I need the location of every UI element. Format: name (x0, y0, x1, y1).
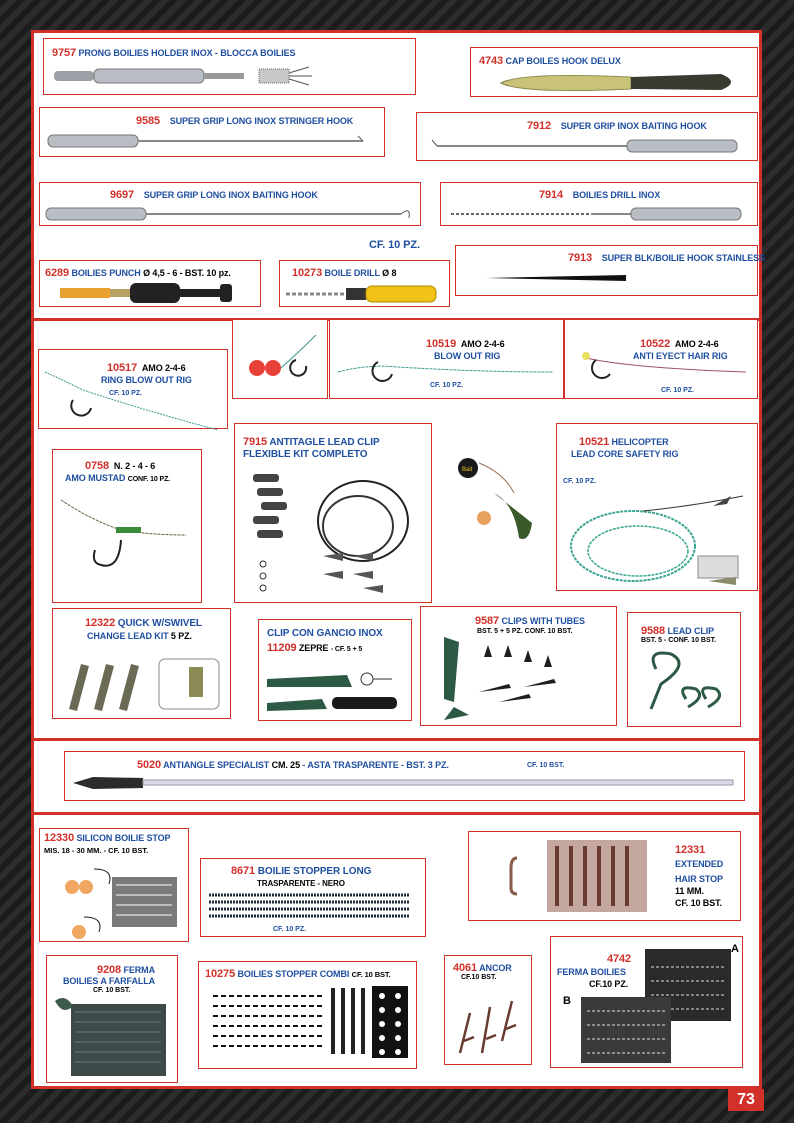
product-code: 9697 (110, 189, 135, 201)
pack-note: MIS. 18 - 30 MM. - CF. 10 BST. (44, 846, 149, 855)
pack-note: BST. 5 + 5 PZ. CONF. 10 BST. (477, 628, 573, 635)
pack-note: CF. 10 PZ. (661, 387, 695, 394)
stringer-hook-image (48, 132, 368, 150)
prong-holder-image (54, 65, 314, 89)
product-9697 (39, 182, 421, 226)
rig-photo (232, 319, 328, 399)
lead-clip-image (636, 649, 736, 719)
product-title-a: FERMA (123, 965, 155, 975)
product-code: 10521 (579, 436, 610, 448)
product-5020 (64, 751, 745, 801)
product-size: CM. 25 (271, 760, 300, 770)
pack-note: CONF. 10 PZ. (127, 476, 171, 483)
product-title-b: FLEXIBLE KIT COMPLETO (243, 449, 368, 460)
product-code: 9208 (97, 964, 122, 976)
product-10519 (329, 319, 564, 399)
product-code: 7914 (539, 189, 564, 201)
product-title: SUPER BLK/BOILIE HOOK STAINLESS (601, 253, 765, 263)
product-title-b: CHANGE LEAD KIT (87, 631, 169, 641)
product-12330 (39, 828, 189, 942)
product-7912 (416, 112, 758, 161)
long-baiting-hook-image (46, 205, 416, 223)
product-title: PRONG BOILIES HOLDER INOX - BLOCCA BOILIES (78, 48, 296, 58)
product-title: SUPER GRIP LONG INOX BAITING HOOK (143, 190, 318, 200)
pack-note: CF. 10 BST. (527, 762, 565, 769)
product-9757 (43, 38, 416, 95)
product-title-a: ANTITAGLE LEAD CLIP (269, 437, 380, 448)
product-title: SUPER GRIP INOX BAITING HOOK (560, 121, 707, 131)
product-title-a: CLIP CON GANCIO INOX (267, 628, 383, 639)
product-0758 (52, 449, 202, 603)
ancor-image (450, 983, 528, 1063)
product-6289 (39, 260, 261, 307)
section-divider (34, 738, 759, 741)
product-title-b: BLOW OUT RIG (434, 351, 501, 361)
product-extra: Ø 8 (382, 268, 397, 278)
product-code: 9585 (136, 115, 161, 127)
pack-note: CF. 10 BST. (93, 987, 131, 994)
product-code: 10517 (107, 362, 138, 374)
product-title-a: AMO 2-4-6 (141, 363, 186, 373)
stopper-long-image (209, 891, 419, 923)
product-title: BOILIE STOPPER LONG (257, 866, 372, 877)
product-9208 (46, 955, 178, 1083)
product-code: 4061 (453, 962, 478, 974)
product-7913 (455, 245, 765, 296)
boile-drill-image (286, 284, 446, 304)
product-title-b: RING BLOW OUT RIG (101, 375, 192, 385)
product-7915 (234, 423, 432, 603)
catalog-page (31, 30, 765, 1089)
product-code: 4742 (607, 953, 632, 965)
product-code: 7915 (243, 436, 268, 448)
product-12331 (468, 831, 741, 921)
ferma-boilies-image (575, 945, 735, 1065)
product-code: 11209 (267, 642, 297, 654)
product-10275 (198, 961, 417, 1069)
stopper-combi-image (207, 984, 412, 1062)
product-title-a: HELICOPTER (611, 437, 669, 447)
product-title-b: HAIR STOP (675, 874, 723, 884)
product-title-a: AMO 2-4-6 (674, 339, 719, 349)
product-title-b: ZEPRE (298, 643, 329, 653)
product-title-b: BOILIES A FARFALLA (63, 976, 156, 986)
product-title-b: LEAD CORE SAFETY RIG (571, 449, 679, 459)
product-code: 6289 (45, 267, 70, 279)
lead-kit-image (59, 649, 224, 714)
rig-photo-lead (454, 443, 550, 553)
product-title: ANTIANGLE SPECIALIST (163, 760, 270, 770)
product-code: 5020 (137, 759, 162, 771)
butterfly-stop-image (53, 996, 173, 1081)
product-10517 (38, 349, 228, 429)
product-title-b: ANTI EYECT HAIR RIG (633, 351, 728, 361)
rig-image (571, 348, 751, 388)
product-title: BOILIES STOPPER COMBI (237, 969, 350, 979)
svg-text:Bait: Bait (462, 467, 473, 473)
pack-note: CF. 10 BST. (675, 898, 722, 908)
boilies-drill-image (451, 205, 751, 223)
section-divider (34, 812, 759, 815)
pack-note: BST. 5 - CONF. 10 BST. (641, 637, 717, 644)
product-code: 10522 (640, 338, 671, 350)
product-9588 (627, 612, 741, 727)
clip-image (267, 665, 407, 715)
product-title: BOILE DRILL (324, 268, 380, 278)
product-10521 (556, 423, 758, 591)
product-title: SILICON BOILIE STOP (76, 833, 171, 843)
pack-note: CF. 10 PZ. (430, 382, 464, 389)
product-title: FERMA BOILIES (557, 967, 626, 977)
product-code: 12322 (85, 617, 116, 629)
product-code: 0758 (85, 460, 110, 472)
product-title: BOILIES PUNCH (71, 268, 141, 278)
pack-note: CF. 10 BST. (351, 970, 391, 979)
product-title: CLIPS WITH TUBES (501, 616, 585, 626)
product-code: 9587 (475, 615, 500, 627)
pack-note: 5 PZ. (170, 631, 192, 641)
rig-image (338, 342, 558, 382)
product-code: 4743 (479, 55, 504, 67)
product-7914 (440, 182, 758, 226)
product-9585 (39, 107, 385, 157)
rig-image (43, 370, 223, 420)
product-code: 8671 (231, 865, 256, 877)
clips-tubes-image (429, 637, 609, 722)
pack-note: CF. 10 PZ. (109, 390, 143, 397)
lead-rig-image (454, 443, 544, 543)
product-code: 7912 (527, 120, 552, 132)
product-code: 10273 (292, 267, 323, 279)
label-a: A (731, 943, 739, 955)
product-10273 (279, 260, 450, 307)
product-4061 (444, 955, 532, 1065)
baiting-hook-image (427, 137, 747, 155)
product-title-b: AMO MUSTAD (65, 473, 126, 483)
pack-note: CF.10 BST. (461, 974, 497, 981)
product-9587 (420, 606, 617, 726)
label-b: B (563, 995, 571, 1007)
pack-note: CF.10 PZ. (589, 979, 629, 989)
product-code: 9588 (641, 625, 666, 637)
product-11209 (258, 619, 412, 721)
product-title-a: AMO 2-4-6 (460, 339, 505, 349)
product-sub: TRASPARENTE - NERO (257, 879, 345, 888)
helicopter-rig-image (563, 476, 753, 586)
product-4742 (550, 936, 743, 1068)
product-code: 12330 (44, 832, 75, 844)
lead-clip-kit-image (243, 466, 423, 596)
hair-stop-image (489, 838, 639, 916)
product-extra: Ø 4,5 - 6 - BST. 10 pz. (143, 268, 231, 278)
page-number: 73 (728, 1089, 764, 1111)
rig-image (61, 490, 191, 580)
product-code: 9757 (52, 47, 77, 59)
product-code: 10519 (426, 338, 457, 350)
product-12322 (52, 608, 231, 719)
product-title: CAP BOILES HOOK DELUX (505, 56, 621, 66)
product-code: 10275 (205, 968, 236, 980)
product-title: SUPER GRIP LONG INOX STRINGER HOOK (169, 116, 354, 126)
product-code: 12331 (675, 844, 706, 856)
product-8671 (200, 858, 426, 937)
pack-note: - CF. 5 + 5 (330, 646, 363, 653)
product-extra: - ASTA TRASPARENTE - BST. 3 PZ. (302, 760, 449, 770)
product-title-a: N. 2 - 4 - 6 (113, 461, 156, 471)
boilies-image (241, 330, 321, 390)
boilie-stop-image (44, 857, 184, 942)
product-title-a: QUICK W/SWIVEL (117, 618, 202, 629)
cap-hook-image (501, 72, 751, 94)
pack-note: CF. 10 PZ. (273, 926, 307, 933)
pack-note: CF. 10 PZ. (563, 478, 597, 485)
antiangle-image (73, 774, 733, 792)
pack-note: CF. 10 PZ. (369, 239, 420, 251)
product-size: 11 MM. (675, 886, 704, 896)
product-4743 (470, 47, 758, 97)
blk-hook-image (486, 271, 646, 285)
product-10522 (564, 319, 758, 399)
product-title-a: EXTENDED (675, 859, 724, 869)
product-title: LEAD CLIP (667, 626, 715, 636)
product-title: ANCOR (479, 963, 512, 973)
product-code: 7913 (568, 252, 593, 264)
product-title: BOILIES DRILL INOX (572, 190, 661, 200)
boilies-punch-image (60, 283, 260, 303)
